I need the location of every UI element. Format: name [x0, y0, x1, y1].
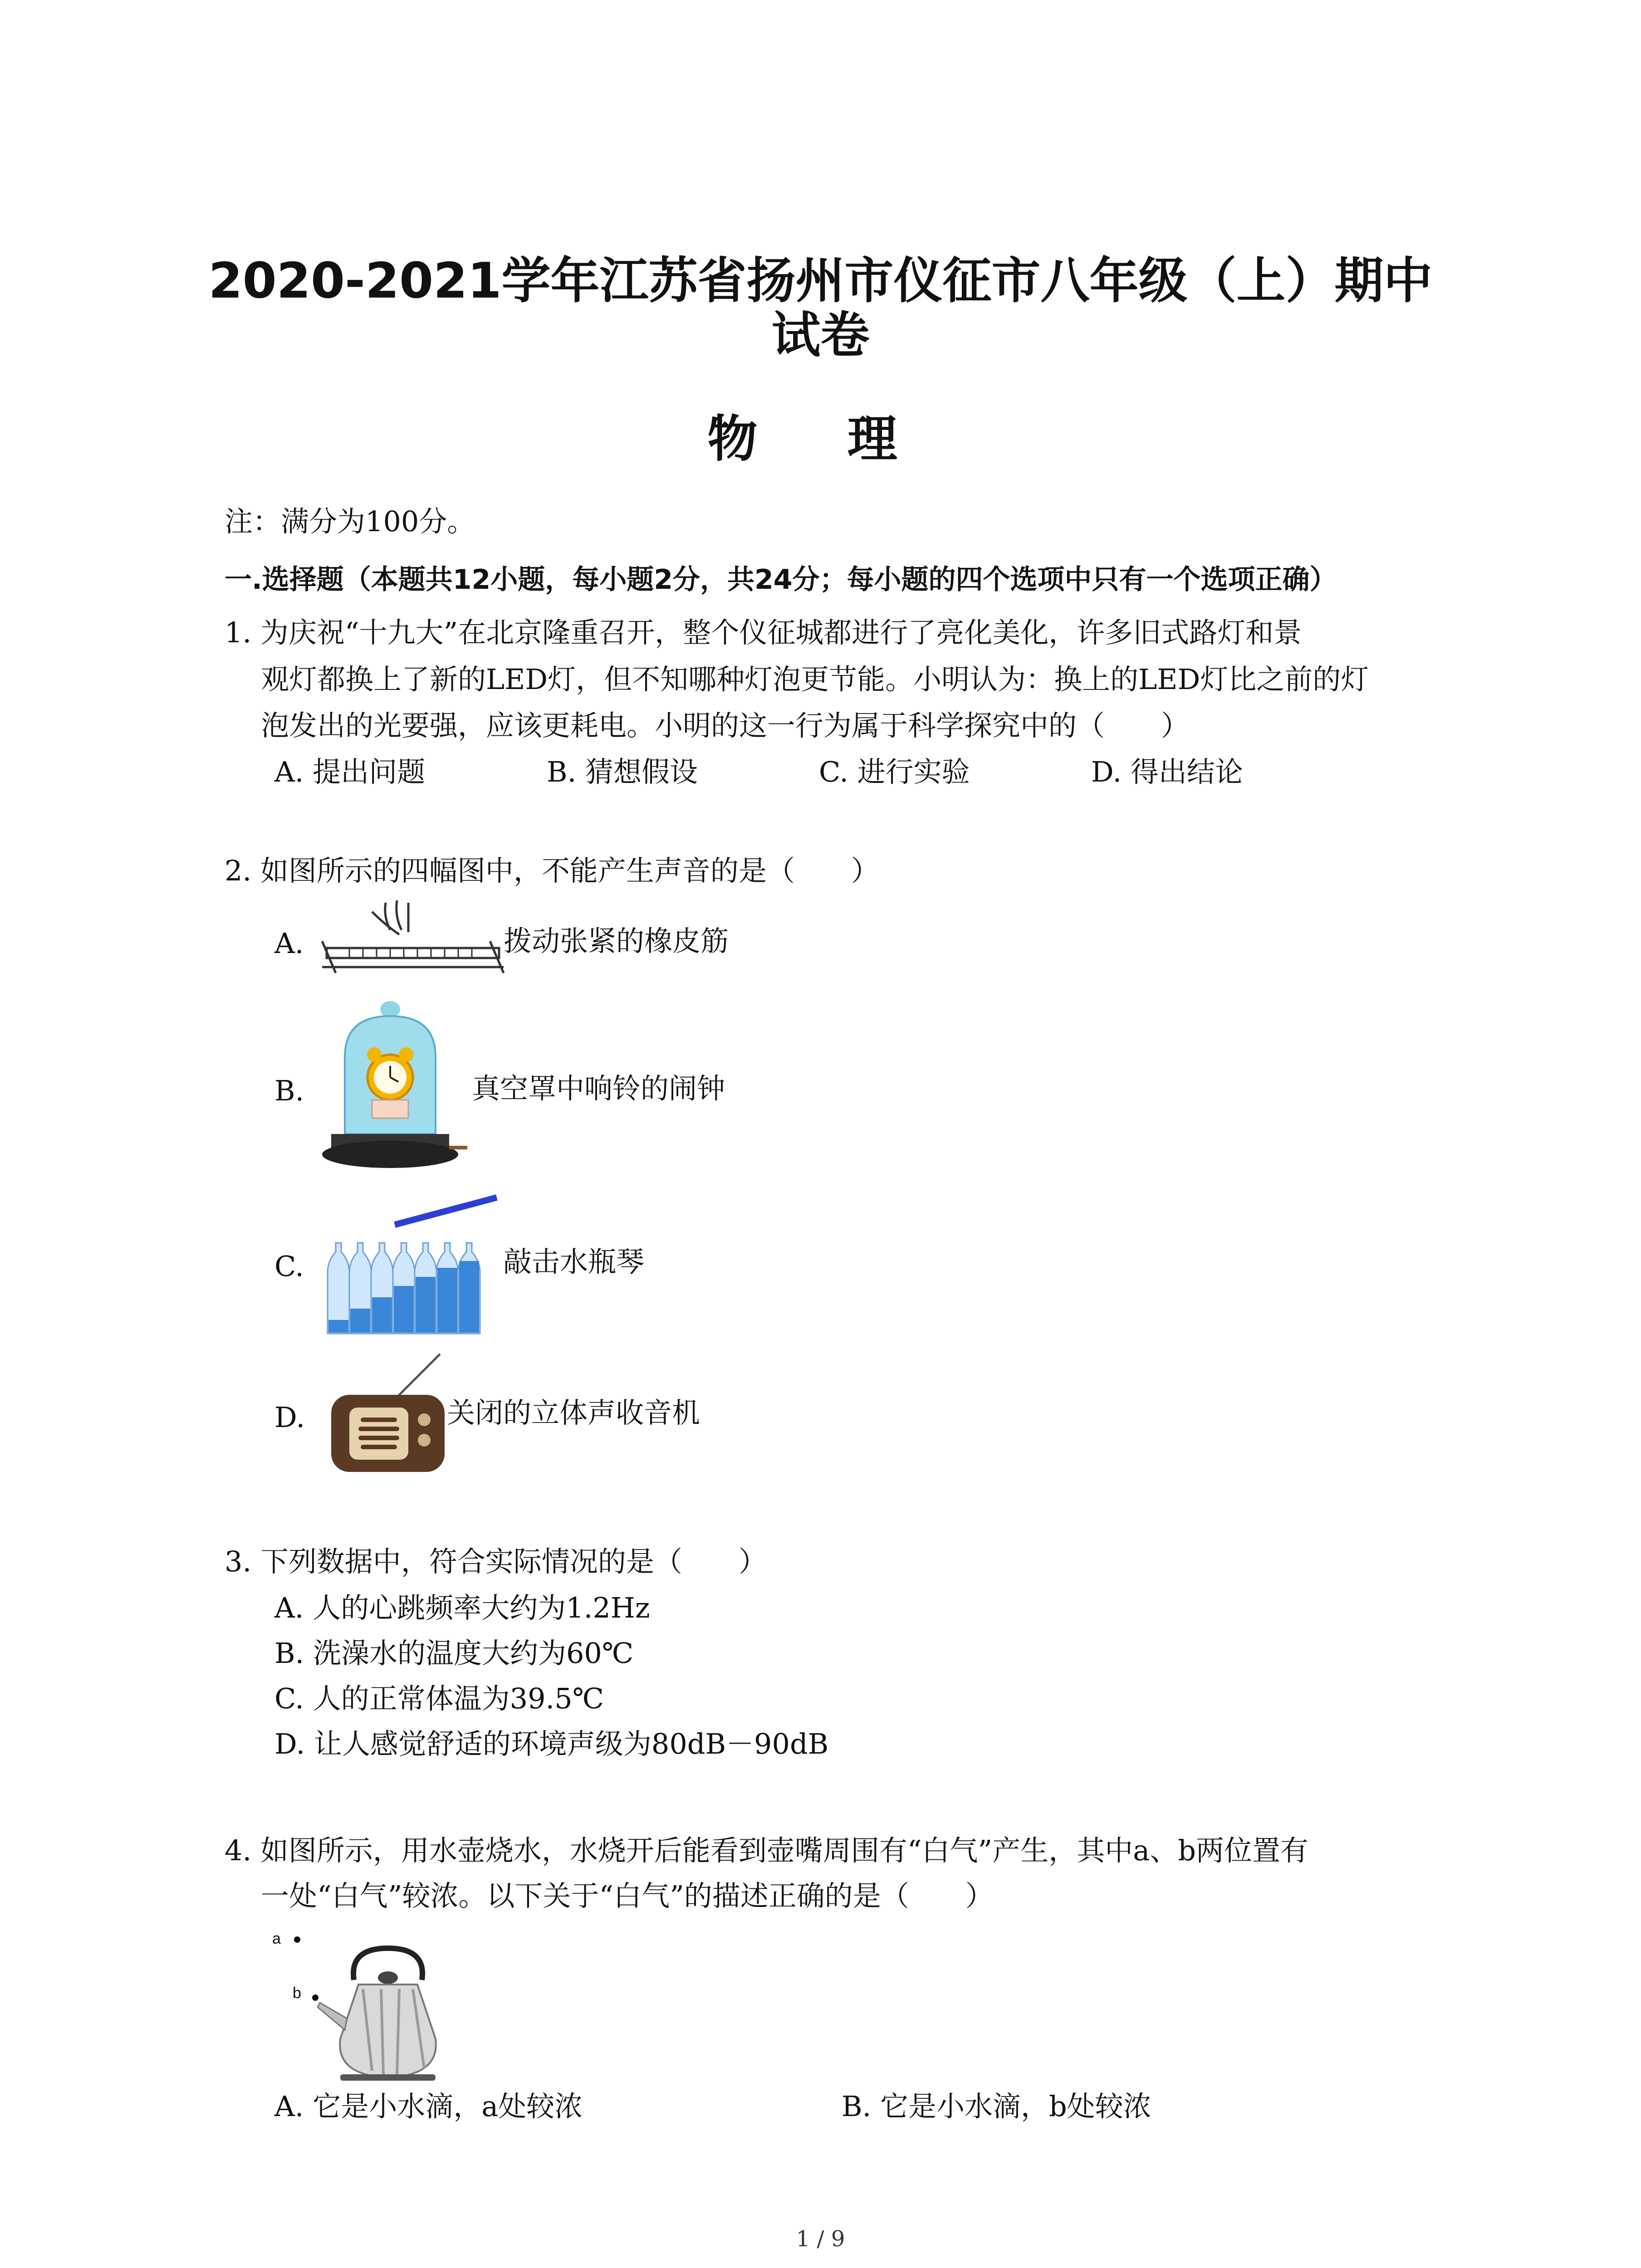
q3-stem: 3. 下列数据中，符合实际情况的是（ ）: [225, 1545, 767, 1578]
label-b: b: [293, 1984, 301, 2002]
section-heading: 一.选择题（本题共12小题，每小题2分，共24分；每小题的四个选项中只有一个选项正确）: [225, 564, 1337, 596]
score-note: 注：满分为100分。: [225, 505, 475, 538]
label-a: a: [272, 1930, 281, 1947]
q2-option-c-letter: C.: [274, 1250, 304, 1283]
q4-stem-line2: 一处“白气”较浓。以下关于“白气”的描述正确的是（ ）: [261, 1879, 994, 1912]
exam-title-line1: 2020-2021学年江苏省扬州市仪征市八年级（上）期中: [208, 253, 1433, 309]
q4-option-b: B. 它是小水滴，b处较浓: [842, 2090, 1151, 2123]
point-a-dot: [294, 1936, 300, 1943]
q3-option-d: D. 让人感觉舒适的环境声级为80dB－90dB: [274, 1727, 829, 1760]
q2-option-a-text: 拨动张紧的橡皮筋: [504, 924, 729, 958]
q1-option-b: B. 猜想假设: [547, 755, 698, 788]
q1-option-d: D. 得出结论: [1091, 755, 1243, 788]
kettle-figure: [272, 1930, 463, 2093]
q4-option-a: A. 它是小水滴，a处较浓: [274, 2090, 583, 2123]
rubber-band-figure: [318, 898, 508, 993]
q2-option-b-text: 真空罩中响铃的闹钟: [472, 1072, 725, 1105]
subject-heading: 物 理: [707, 410, 934, 468]
q4-stem-line1: 4. 如图所示，用水壶烧水，水烧开后能看到壶嘴周围有“白气”产生，其中a、b两位置有: [225, 1834, 1308, 1867]
q3-option-b: B. 洗澡水的温度大约为60℃: [274, 1637, 634, 1670]
radio-figure: [327, 1349, 463, 1486]
q2-option-b-letter: B.: [274, 1074, 304, 1107]
q1-stem-line1: 1. 为庆祝“十九大”在北京隆重召开，整个仪征城都进行了亮化美化，许多旧式路灯和景: [225, 616, 1302, 649]
page-number: 1 / 9: [796, 2226, 845, 2252]
kettle-icon: [309, 1939, 454, 2084]
q2-option-d-letter: D.: [274, 1401, 305, 1434]
exam-title-line2: 试卷: [771, 307, 870, 364]
q3-option-c: C. 人的正常体温为39.5℃: [274, 1682, 604, 1715]
q1-option-a: A. 提出问题: [274, 755, 426, 788]
q3-option-a: A. 人的心跳频率大约为1.2Hz: [274, 1591, 650, 1624]
bell-jar-alarm-figure: [318, 998, 472, 1179]
q1-option-c: C. 进行实验: [819, 755, 970, 788]
q2-stem: 2. 如图所示的四幅图中，不能产生声音的是（ ）: [225, 854, 879, 887]
q2-option-d-text: 关闭的立体声收音机: [447, 1396, 700, 1429]
q1-stem-line3: 泡发出的光要强，应该更耗电。小明的这一行为属于科学探究中的（ ）: [261, 709, 1190, 742]
q2-option-a-letter: A.: [274, 927, 304, 960]
q1-stem-line2: 观灯都换上了新的LED灯，但不知哪种灯泡更节能。小明认为：换上的LED灯比之前的灯: [261, 663, 1369, 696]
water-bottle-xylophone-figure: [318, 1193, 508, 1347]
q2-option-c-text: 敲击水瓶琴: [504, 1245, 645, 1278]
